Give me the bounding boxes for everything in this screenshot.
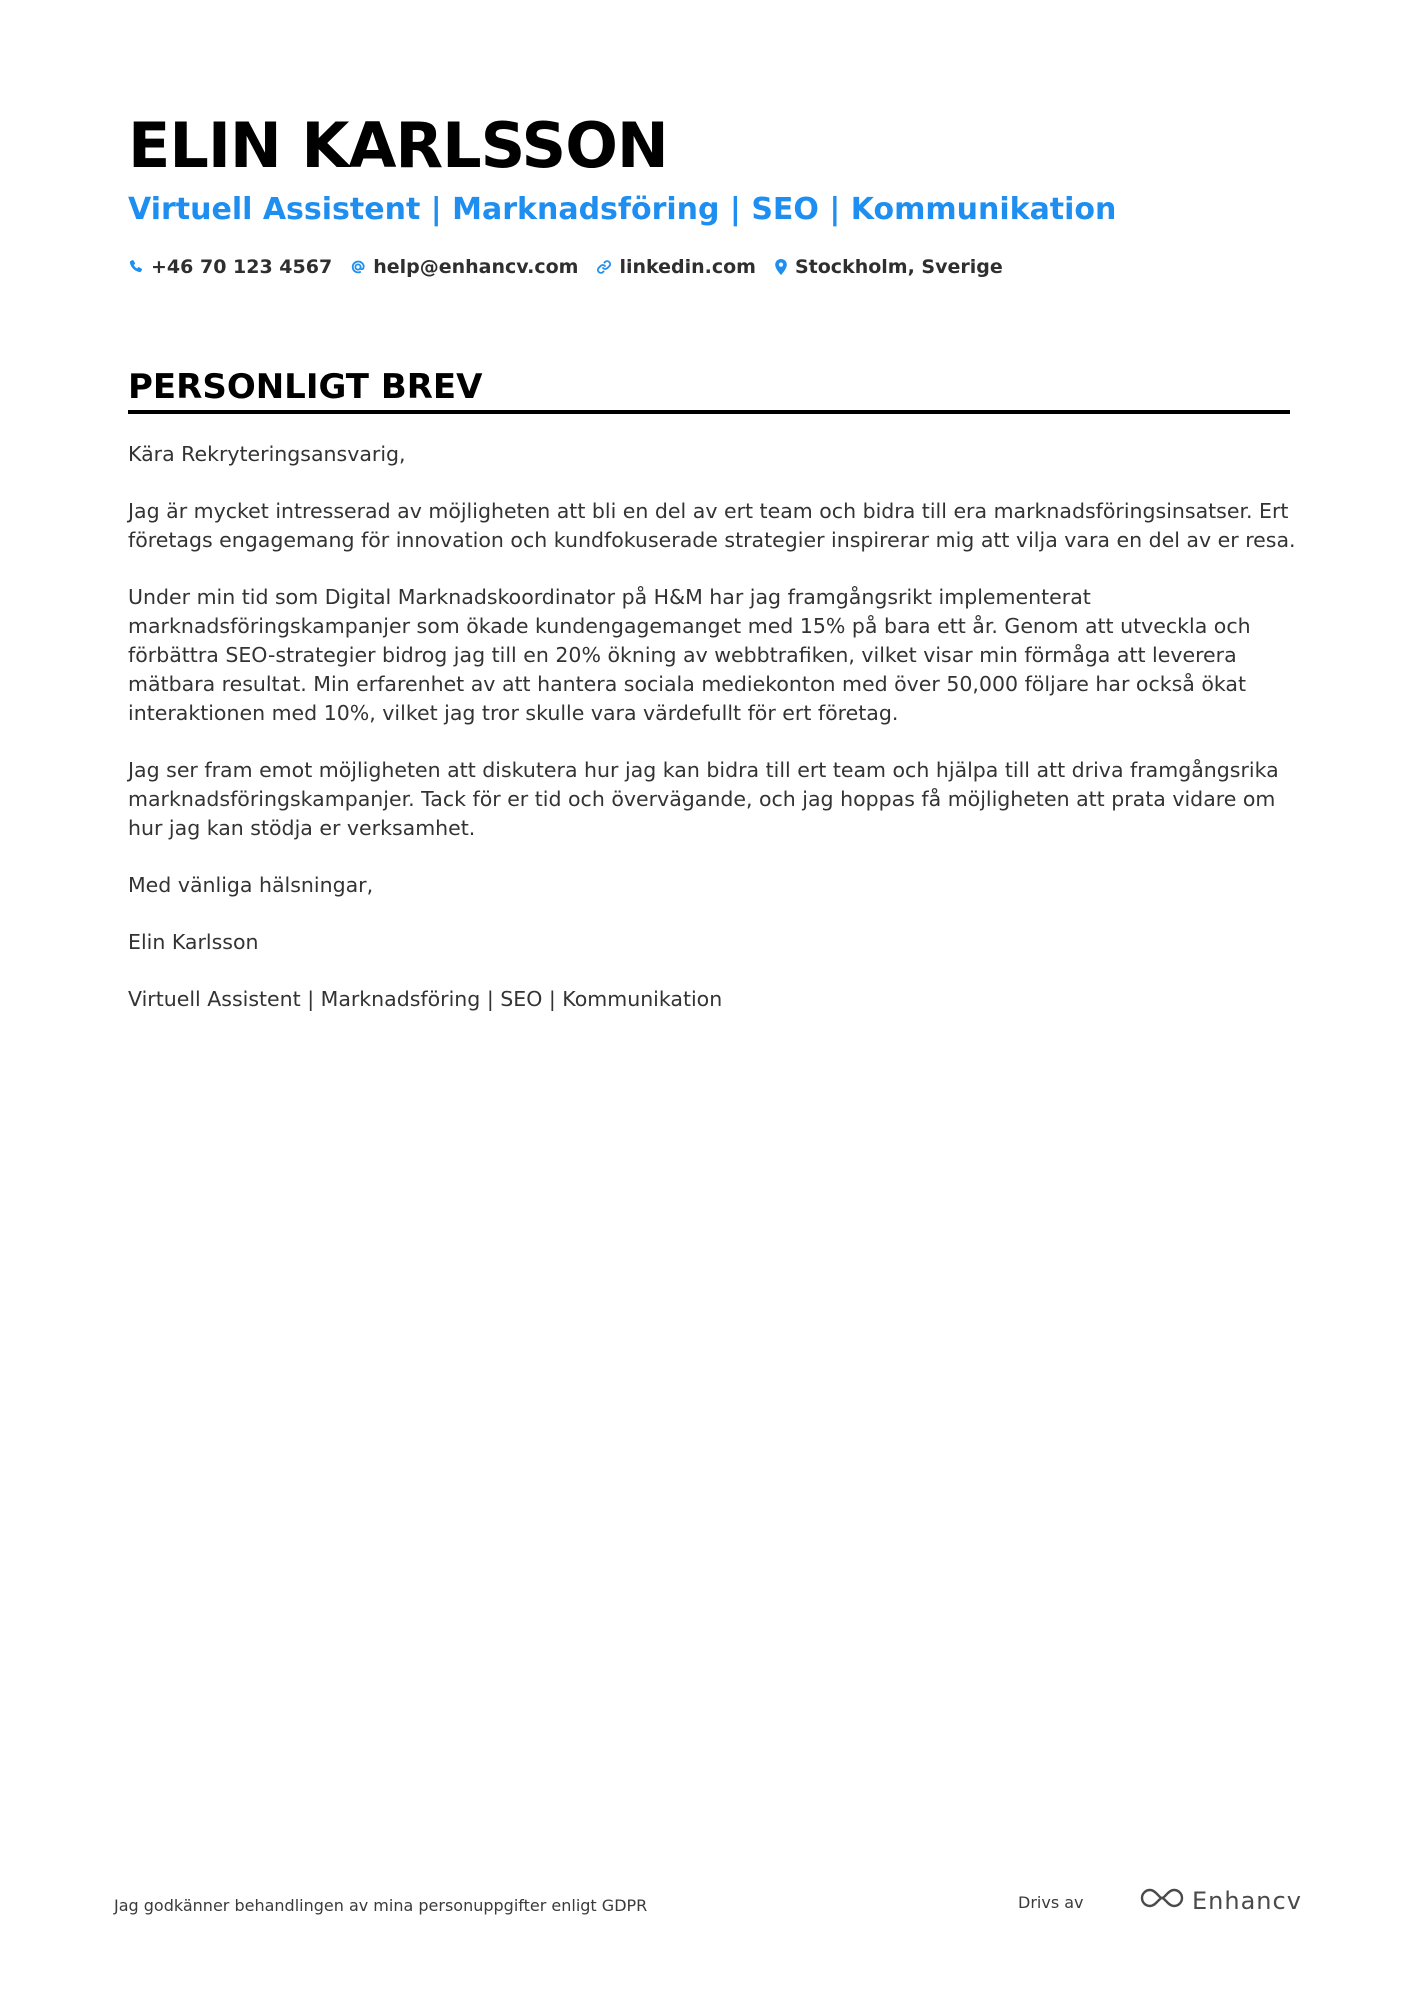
contact-phone [128, 256, 332, 278]
applicant-title: Virtuell Assistent | Marknadsföring | SEO | Kommunikation [128, 192, 1117, 227]
letter-closing: Med vänliga hälsningar, [128, 873, 374, 897]
letter-paragraph: Jag ser fram emot möjligheten att diskutera hur jag kan bidra till ert team och hjälpa till att driva framgångsrika marknadsföringskampanjer. Tack för er tid och övervägande, och jag hoppas få möjligheten att prata vidare om hur jag kan stödja er verksamhet. [128, 758, 1279, 840]
letter-body [128, 440, 1298, 1042]
section-title: PERSONLIGT BREV [128, 367, 483, 407]
contact-linkedin[interactable] [596, 256, 756, 278]
gdpr-consent: Jag godkänner behandlingen av mina personuppgifter enligt GDPR [114, 1896, 648, 1915]
letter-paragraph: Jag är mycket intresserad av möjligheten att bli en del av ert team och bidra till era marknadsföringsinsatser. Ert företags engagemang för innovation och kundfokuserade strategier inspirerar mig att vilja vara en del av er resa. [128, 499, 1296, 552]
applicant-name: ELIN KARLSSON [128, 109, 668, 182]
infinity-logo-icon [1138, 1884, 1186, 1917]
email-address: help@enhancv.com [373, 256, 579, 278]
phone-icon [128, 259, 144, 275]
link-icon [596, 259, 612, 275]
contact-bar [128, 254, 1003, 280]
location-pin-icon [774, 258, 788, 276]
contact-location [774, 256, 1003, 278]
brand-name: Enhancv [1192, 1886, 1302, 1915]
signature-title: Virtuell Assistent | Marknadsföring | SEO | Kommunikation [128, 987, 723, 1011]
letter-paragraph: Under min tid som Digital Marknadskoordinator på H&M har jag framgångsrikt implementerat marknadsföringskampanjer som ökade kundengagemanget med 15% på bara ett år. Genom att utveckla och förbättra SEO-strategier bidrog jag till en 20% ökning av webbtrafiken, vilket visar min förmåga att leverera mätbara resultat. Min erfarenhet av att hantera sociala mediekonton med över 50,000 följare har också ökat interaktionen med 10%, vilket jag tror skulle vara värdefullt för ert företag. [128, 585, 1251, 725]
letter-greeting: Kära Rekryteringsansvarig, [128, 442, 406, 466]
powered-by-label: Drivs av [1018, 1893, 1084, 1912]
signature-name: Elin Karlsson [128, 930, 259, 954]
at-icon [350, 259, 366, 275]
enhancv-logo[interactable] [1138, 1884, 1302, 1917]
section-divider [128, 410, 1290, 414]
linkedin-url: linkedin.com [619, 256, 756, 278]
contact-email[interactable] [350, 256, 578, 278]
phone-number: +46 70 123 4567 [151, 256, 333, 278]
location-text: Stockholm, Sverige [794, 256, 1003, 278]
